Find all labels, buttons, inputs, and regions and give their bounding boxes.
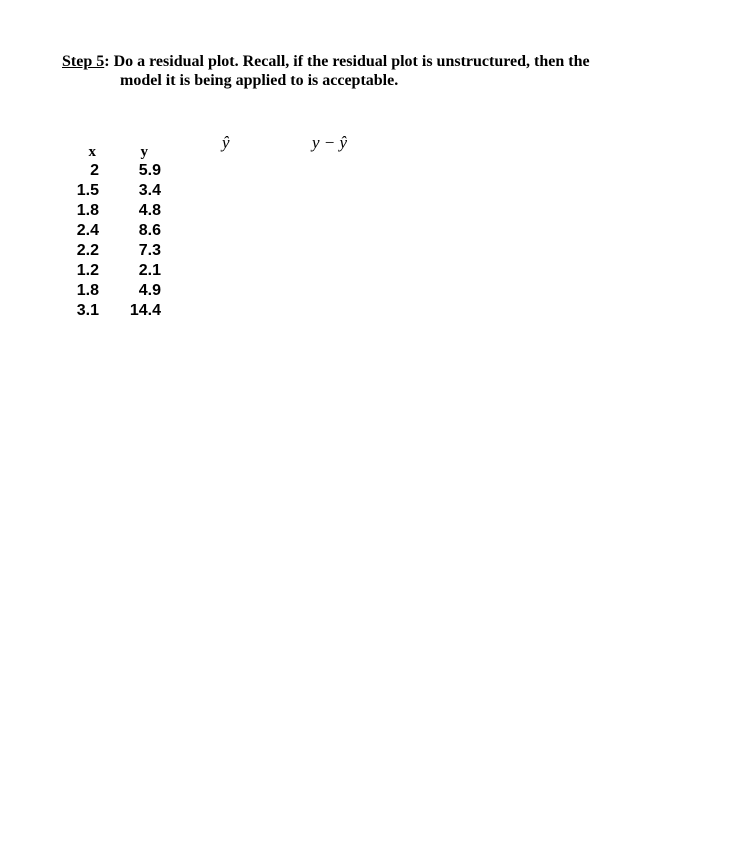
table-row [62, 201, 161, 221]
xy-data-table [62, 143, 161, 321]
step-text-line-2: model it is being applied to is acceptable. [120, 72, 399, 89]
residual-column-heading: y − ŷ [312, 133, 348, 152]
y-value: 2.1 [138, 262, 161, 279]
y-value: 7.3 [138, 242, 161, 259]
y-column-header: y [140, 144, 148, 160]
step-colon: : [104, 53, 110, 70]
table-row [62, 221, 161, 241]
x-value: 2.2 [76, 242, 99, 259]
step-text-line-1: Do a residual plot. Recall, if the residual plot is unstructured, then the [109, 53, 590, 70]
table-row [62, 261, 161, 281]
x-column-header: x [88, 144, 96, 160]
y-value: 8.6 [138, 222, 161, 239]
x-value: 1.8 [76, 282, 99, 299]
table-header-row [62, 143, 161, 161]
table-row [62, 241, 161, 261]
x-value: 1.8 [76, 202, 99, 219]
x-value: 2 [90, 162, 99, 179]
y-value: 5.9 [138, 162, 161, 179]
x-value: 1.2 [76, 262, 99, 279]
step-line-1 [62, 52, 682, 71]
step-label: Step 5 [62, 53, 105, 70]
table-row [62, 281, 161, 301]
table-row [62, 181, 161, 201]
table-row [62, 161, 161, 181]
y-value: 4.8 [138, 202, 161, 219]
x-value: 2.4 [76, 222, 99, 239]
x-value: 3.1 [76, 302, 99, 319]
x-value: 1.5 [76, 182, 99, 199]
y-value: 4.9 [138, 282, 161, 299]
yhat-column-heading: ŷ [222, 133, 230, 152]
y-value: 14.4 [129, 302, 161, 319]
table-row [62, 301, 161, 321]
step-instructions [62, 52, 682, 90]
y-value: 3.4 [138, 182, 161, 199]
